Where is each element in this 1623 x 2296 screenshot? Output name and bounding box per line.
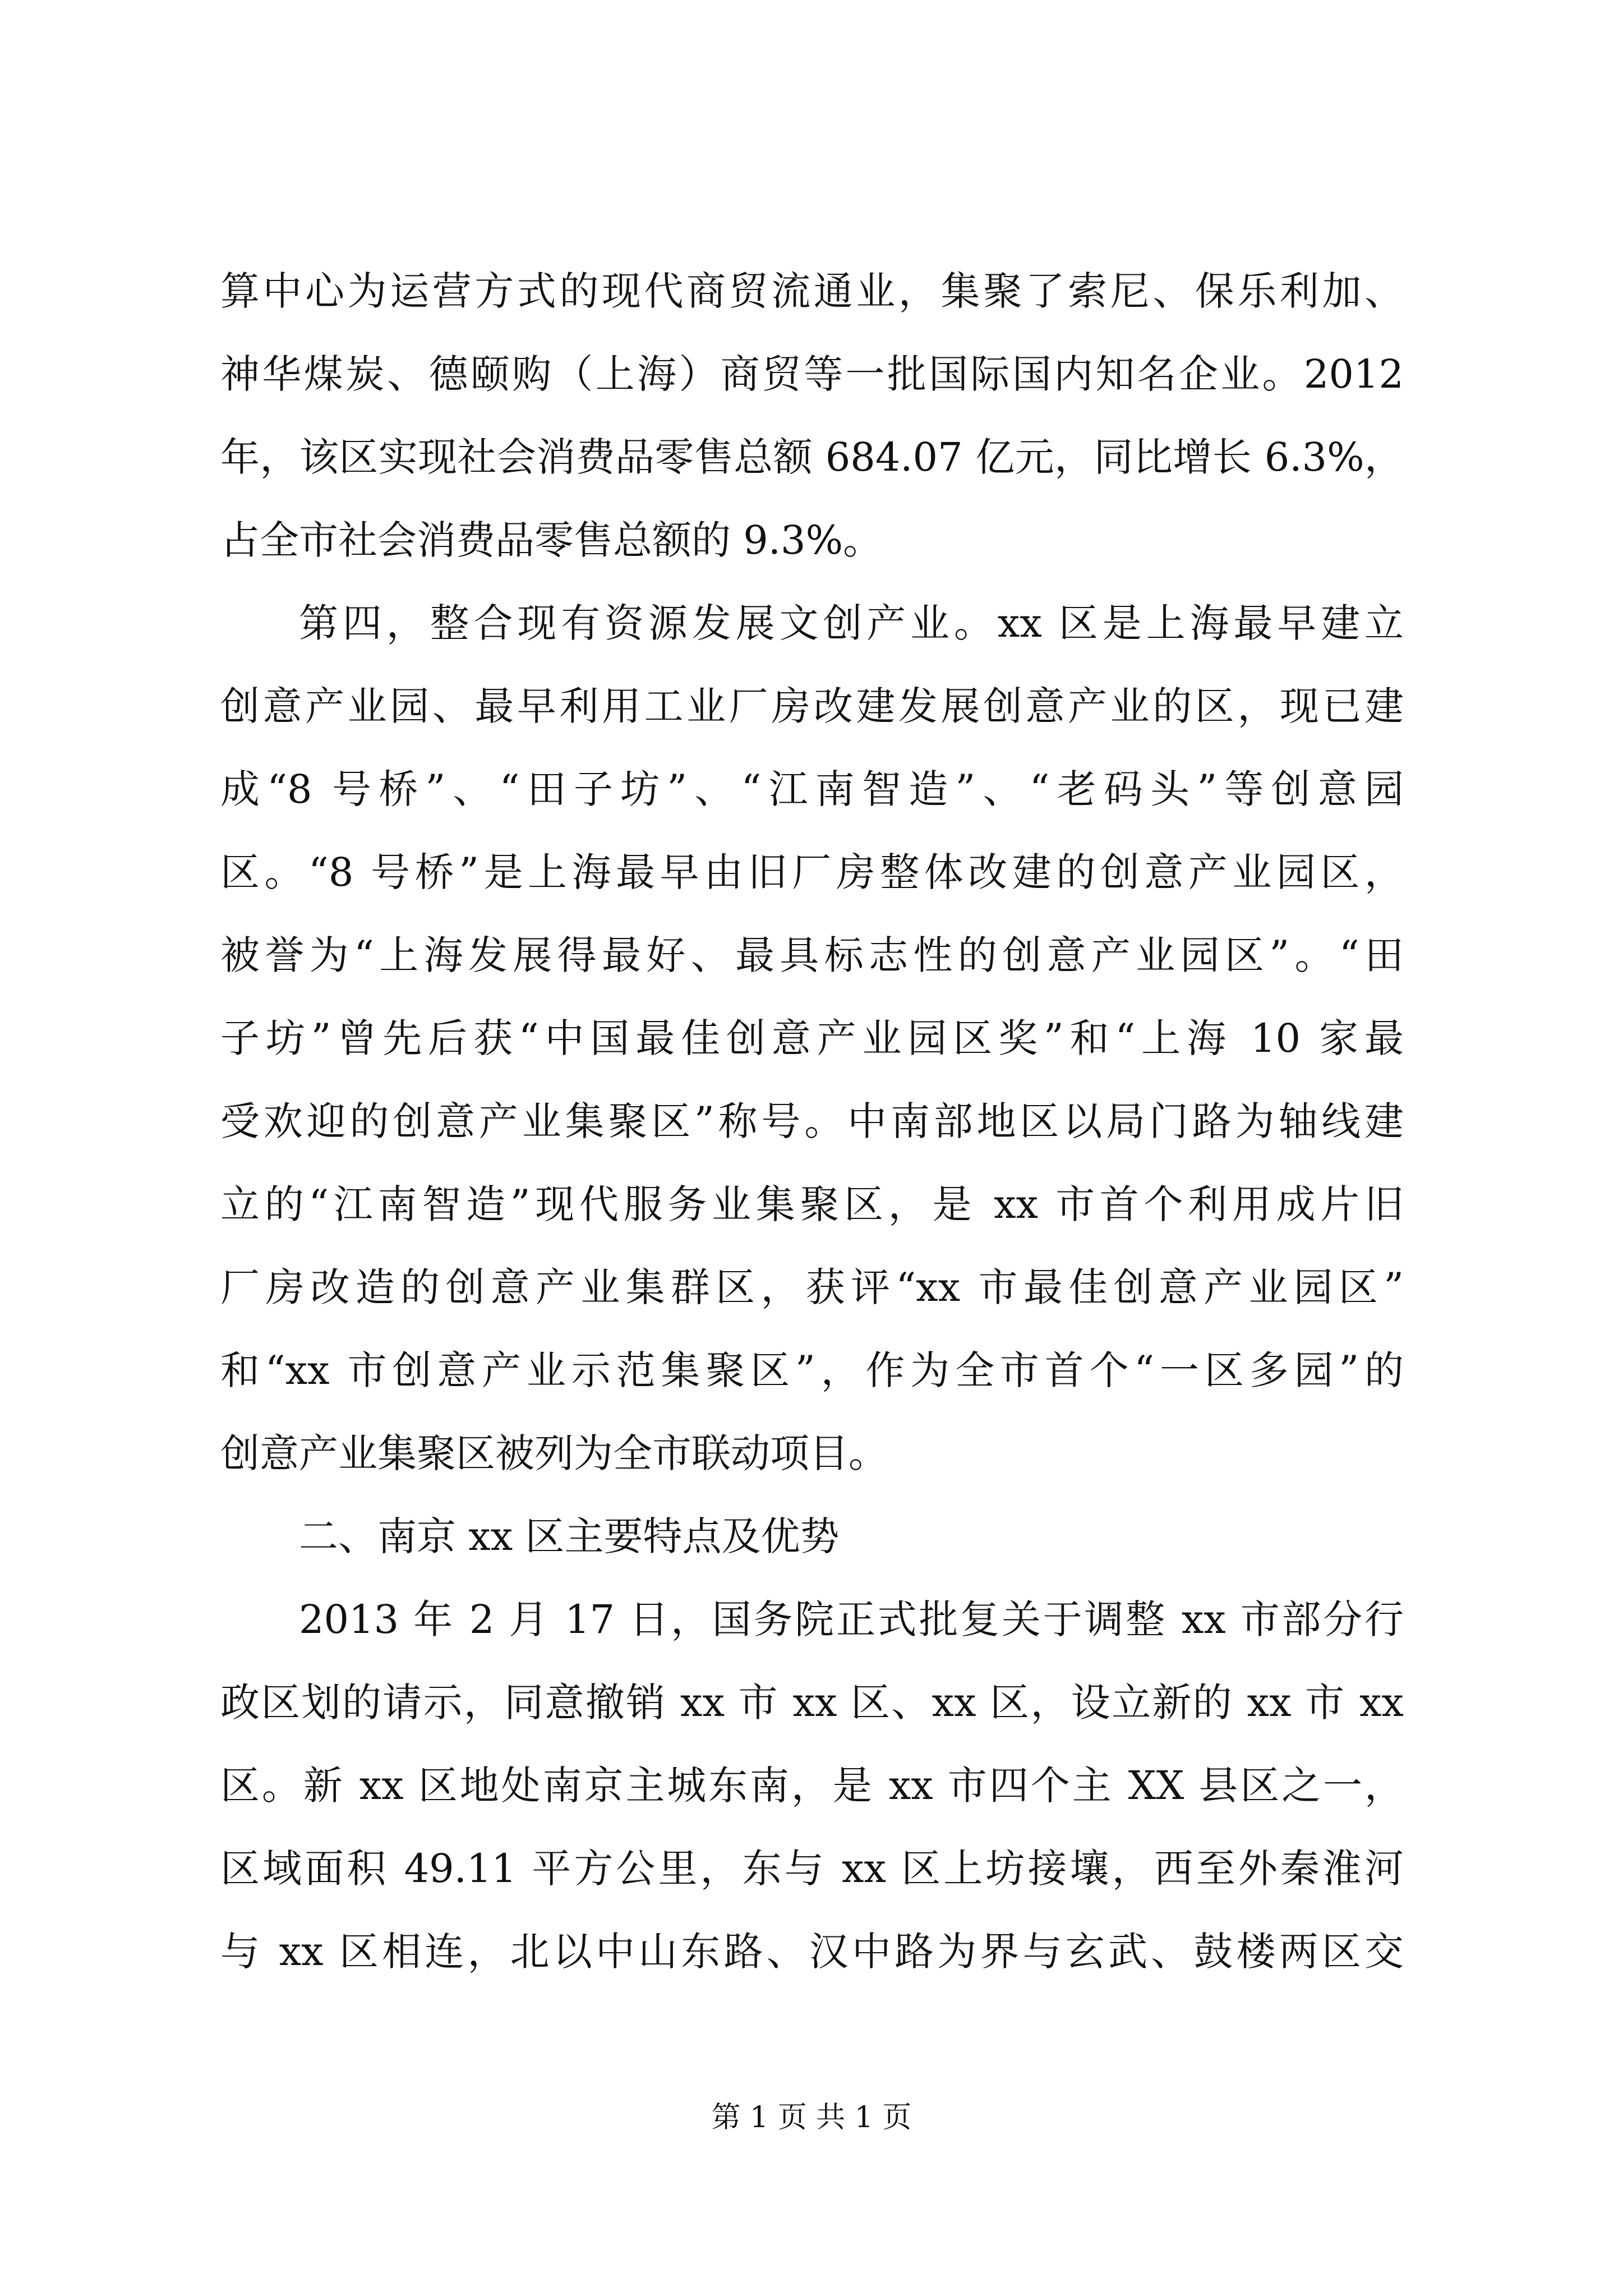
text-line: 年，该区实现社会消费品零售总额 684.07 亿元，同比增长 6.3%， <box>220 434 1404 480</box>
text-line: 算中心为运营方式的现代商贸流通业，集聚了索尼、保乐利加、 <box>220 268 1404 314</box>
text-line: 区。“8 号桥”是上海最早由旧厂房整体改建的创意产业园区， <box>220 849 1404 895</box>
text-line: 区。新 xx 区地处南京主城东南，是 xx 市四个主 XX 县区之一， <box>220 1763 1404 1809</box>
text-line: 被誉为“上海发展得最好、最具标志性的创意产业园区”。“田 <box>220 932 1404 978</box>
section-heading: 二、南京 xx 区主要特点及优势 <box>299 1513 840 1559</box>
text-line: 厂房改造的创意产业集群区，获评“xx 市最佳创意产业园区” <box>220 1264 1404 1310</box>
text-line: 政区划的请示，同意撤销 xx 市 xx 区、xx 区，设立新的 xx 市 xx <box>220 1680 1404 1726</box>
text-line: 子坊”曾先后获“中国最佳创意产业园区奖”和“上海 10 家最 <box>220 1015 1404 1061</box>
text-line: 和“xx 市创意产业示范集聚区”，作为全市首个“一区多园”的 <box>220 1347 1404 1393</box>
text-line: 区域面积 49.11 平方公里，东与 xx 区上坊接壤，西至外秦淮河 <box>220 1846 1404 1892</box>
text-line: 创意产业园、最早利用工业厂房改建发展创意产业的区，现已建 <box>220 683 1404 729</box>
text-line: 受欢迎的创意产业集聚区”称号。中南部地区以局门路为轴线建 <box>220 1098 1404 1144</box>
text-line: 2013 年 2 月 17 日，国务院正式批复关于调整 xx 市部分行 <box>299 1596 1404 1642</box>
text-line: 第四，整合现有资源发展文创产业。xx 区是上海最早建立 <box>299 600 1404 646</box>
text-line: 神华煤炭、德颐购（上海）商贸等一批国际国内知名企业。2012 <box>220 351 1404 397</box>
text-line: 与 xx 区相连，北以中山东路、汉中路为界与玄武、鼓楼两区交 <box>220 1929 1404 1975</box>
text-line: 立的“江南智造”现代服务业集聚区，是 xx 市首个利用成片旧 <box>220 1181 1404 1227</box>
page-footer: 第 1 页 共 1 页 <box>711 2101 912 2134</box>
text-line: 占全市社会消费品零售总额的 9.3%。 <box>220 517 883 563</box>
text-line: 成“8 号桥”、“田子坊”、“江南智造”、“老码头”等创意园 <box>220 766 1404 812</box>
document-body <box>220 250 1404 1993</box>
text-line: 创意产业集聚区被列为全市联动项目。 <box>220 1430 888 1476</box>
